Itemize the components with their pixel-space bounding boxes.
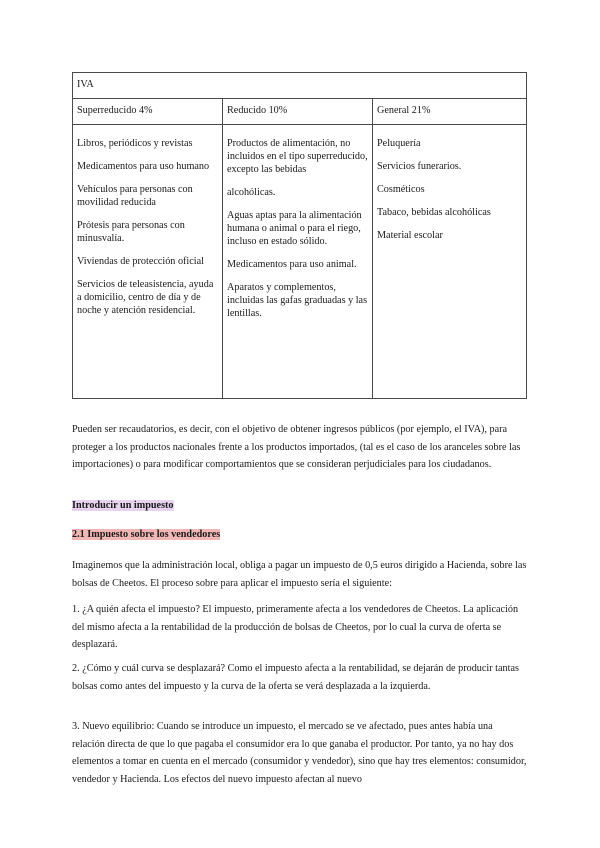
- iva-table-title: IVA: [73, 73, 527, 99]
- iva-table: [72, 72, 527, 399]
- heading-impuesto-vendedores: [72, 526, 528, 544]
- column-header-general: General 21%: [373, 99, 527, 125]
- list-item: Aguas aptas para la alimentación humana o animal o para el riego, incluso en estado sólido.: [227, 210, 362, 247]
- list-item: Productos de alimentación, no incluidos en el tipo superreducido, excepto las bebidas: [227, 138, 368, 175]
- heading-introducir-impuesto: [72, 497, 528, 515]
- intro-paragraph: Pueden ser recaudatorios, es decir, con el objetivo de obtener ingresos públicos (por ejemplo, el IVA), para proteger a los productos nacionales frente a los productos importados, (tal es el caso de los aranceles sobre las importaciones) o para modificar comportamientos que se consideran perjudiciales para los ciudadanos.: [72, 424, 521, 470]
- list-item: Medicamentos para uso animal.: [227, 259, 357, 270]
- list-item: Prótesis para personas con minusvalía.: [77, 220, 185, 244]
- list-item: Material escolar: [377, 230, 443, 241]
- list-item: alcohólicas.: [227, 187, 276, 198]
- column-cell-reducido: [223, 125, 373, 399]
- list-item: Tabaco, bebidas alcohólicas: [377, 207, 491, 218]
- list-item: Servicios de teleasistencia, ayuda a domicilio, centro de día y de noche y atención residencial.: [77, 279, 214, 316]
- column-cell-general: [373, 125, 527, 399]
- list-item: Viviendas de protección oficial: [77, 256, 204, 267]
- column-header-superreducido: Superreducido 4%: [73, 99, 223, 125]
- point-3-paragraph: 3. Nuevo equilibrio: Cuando se introduce un impuesto, el mercado se ve afectado, pues antes había una relación directa de que lo que pagaba el consumidor era lo que ganaba el productor. Por tanto, ya no hay dos elementos a tomar en cuenta en el mercado (consumidor y vendedor), sino que hay tres elementos: consumidor, vendedor y Hacienda. Los efectos del nuevo impuesto afectan al nuevo: [72, 721, 527, 785]
- list-item: Cosméticos: [377, 184, 425, 195]
- point-2-paragraph: 2. ¿Cómo y cuál curva se desplazará? Como el impuesto afecta a la rentabilidad, se dejarán de producir tantas bolsas como antes del impuesto y la curva de la oferta se verá desplazada a la izquierda.: [72, 663, 519, 692]
- heading-text: Introducir un impuesto: [72, 500, 174, 511]
- list-item: Aparatos y complementos, incluidas las gafas graduadas y las lentillas.: [227, 282, 368, 319]
- example-paragraph: Imaginemos que la administración local, obliga a pagar un impuesto de 0,5 euros dirigido a Hacienda, sobre las bolsas de Cheetos. El proceso sobre para aplicar el impuesto sería el siguiente:: [72, 560, 527, 589]
- list-item: Servicios funerarios.: [377, 161, 462, 172]
- column-header-reducido: Reducido 10%: [223, 99, 373, 125]
- point-1-paragraph: 1. ¿A quién afecta el impuesto? El impuesto, primeramente afecta a los vendedores de Cheetos. La aplicación del mismo afecta a la rentabilidad de la producción de bolsas de Cheetos, por lo cual la curva de oferta se desplazará.: [72, 604, 519, 650]
- heading-text: 2.1 Impuesto sobre los vendedores: [72, 529, 221, 540]
- list-item: Vehículos para personas con movilidad reducida: [77, 184, 193, 208]
- list-item: Libros, periódicos y revistas: [77, 138, 193, 149]
- column-cell-superreducido: [73, 125, 223, 399]
- list-item: Peluquería: [377, 138, 421, 149]
- list-item: Medicamentos para uso humano: [77, 161, 210, 172]
